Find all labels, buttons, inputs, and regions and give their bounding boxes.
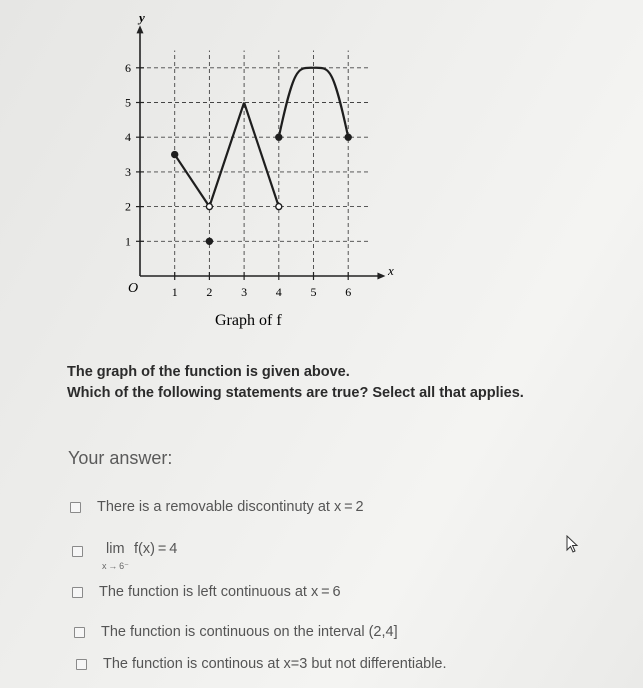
option-checkbox[interactable]: [70, 502, 81, 513]
y-tick-label: 1: [125, 234, 131, 249]
option-checkbox[interactable]: [72, 546, 83, 557]
option-left-limit[interactable]: [72, 537, 292, 577]
x-tick-label: 2: [206, 285, 213, 299]
open-point: [276, 204, 282, 210]
x-tick-label: 4: [275, 285, 282, 299]
option-label: The function is continous at x=3 but not differentiable.: [103, 656, 447, 672]
mouse-pointer-icon: [566, 535, 580, 560]
function-graph: [95, 10, 395, 340]
question-line-1: The graph of the function is given above.: [67, 364, 350, 380]
question-line-2: Which of the following statements are true? Select all that applies.: [67, 385, 524, 401]
y-tick-label: 4: [125, 130, 131, 145]
option-checkbox[interactable]: [74, 627, 85, 638]
x-tick-label: 6: [345, 285, 352, 299]
answer-label: Your answer:: [68, 448, 173, 468]
y-axis-label: y: [139, 10, 145, 25]
curve-segment: [244, 103, 279, 207]
open-point: [206, 204, 212, 210]
option-label: There is a removable discontinuty at x = 2: [97, 499, 364, 515]
option-checkbox[interactable]: [72, 587, 83, 598]
option-not-differentiable[interactable]: [76, 656, 447, 672]
limit-word: lim: [106, 541, 125, 557]
option-removable-discontinuity[interactable]: [70, 499, 364, 515]
closed-point: [276, 134, 282, 140]
option-label: The function is continuous on the interval (2,4]: [101, 624, 398, 640]
y-tick-label: 6: [125, 60, 131, 75]
origin-label: O: [128, 281, 139, 296]
option-left-continuous[interactable]: [72, 584, 341, 600]
curve-segment: [209, 103, 244, 207]
closed-point: [172, 152, 178, 158]
x-tick-label: 3: [241, 285, 248, 299]
limit-expression: f(x) = 4: [134, 541, 178, 557]
y-tick-label: 2: [125, 199, 131, 214]
closed-point: [206, 238, 212, 244]
curve-segment: [175, 155, 210, 207]
graph-caption: Graph of f: [215, 312, 282, 329]
question-text: [67, 362, 627, 404]
y-tick-label: 5: [125, 95, 131, 110]
tick-labels: [125, 61, 351, 299]
y-tick-label: 3: [125, 164, 131, 179]
option-continuous-interval[interactable]: [74, 624, 398, 640]
x-tick-label: 1: [171, 285, 178, 299]
y-axis-arrow: [137, 25, 144, 33]
x-axis-label: x: [388, 263, 394, 278]
x-tick-label: 5: [310, 285, 317, 299]
option-checkbox[interactable]: [76, 659, 87, 670]
graph-svg: [95, 10, 395, 340]
limit-subscript: x → 6⁻: [102, 561, 129, 571]
option-label: The function is left continuous at x = 6: [99, 584, 341, 600]
x-axis-arrow: [377, 273, 385, 280]
closed-point: [345, 134, 351, 140]
